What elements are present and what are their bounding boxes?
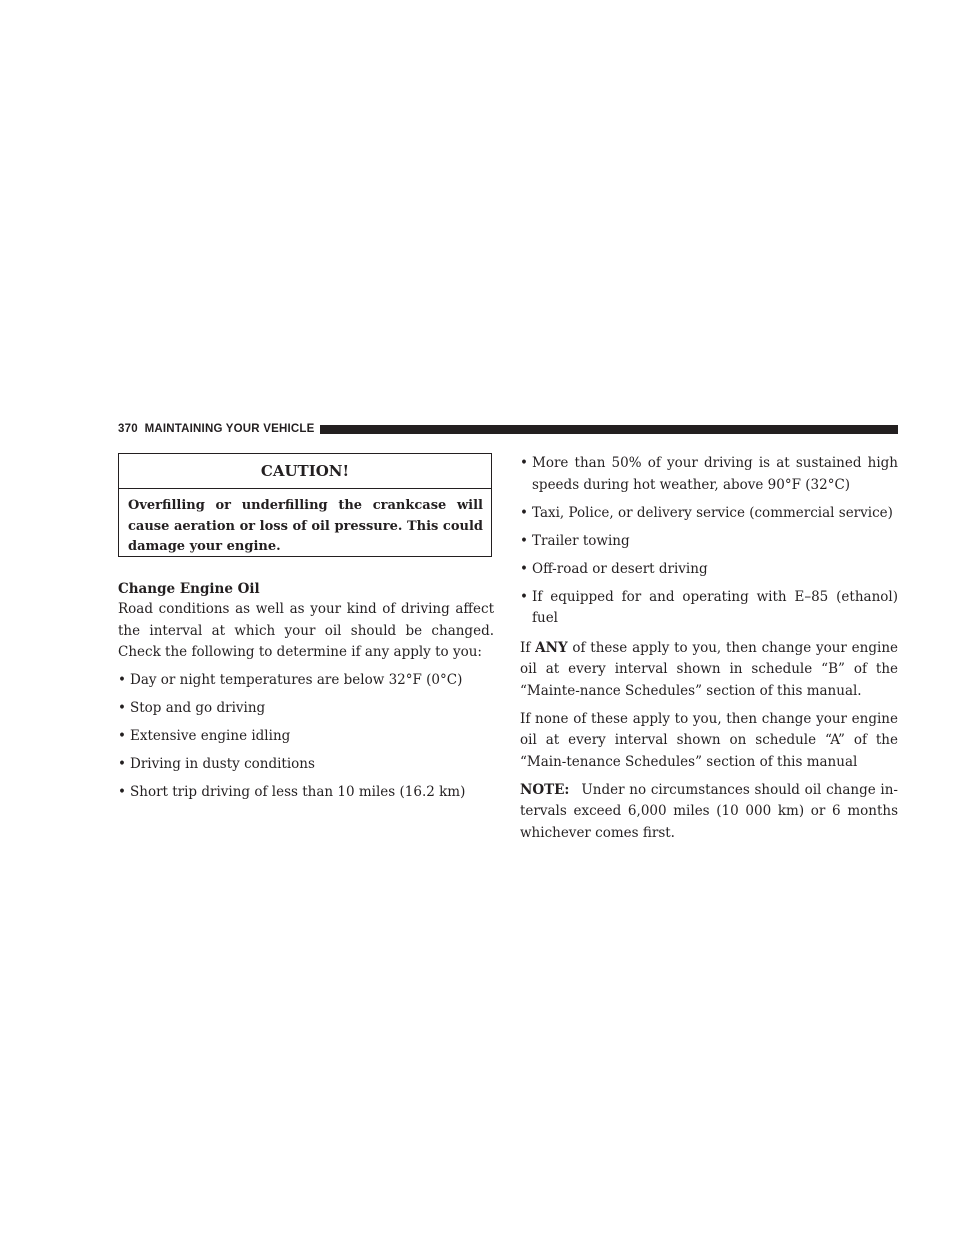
bullet-icon: •: [118, 728, 126, 744]
caution-box: [118, 453, 492, 557]
list-item-text: Extensive engine idling: [130, 728, 291, 744]
schedule-a-paragraph: If none of these apply to you, then change your engine oil at every interval shown on schedule “A” of the “Main-tenance Schedules” section of this manual: [520, 710, 898, 770]
page-header: [118, 421, 898, 437]
caution-text: Overfilling or underfilling the crankcase will cause aeration or loss of oil pressure. This could damage your engine.: [128, 498, 483, 554]
bullet-icon: •: [520, 455, 528, 471]
bullet-icon: •: [520, 532, 528, 549]
page-number: 370: [118, 423, 138, 435]
list-item-text: Driving in dusty conditions: [130, 756, 315, 772]
right-column: [520, 453, 898, 844]
list-item-text: Off-road or desert driving: [532, 560, 708, 577]
list-item: [118, 670, 494, 692]
note-text: Under no circumstances should oil change in-tervals exceed 6,000 miles (10 000 km) or 6 months whichever comes first.: [520, 781, 898, 841]
schedule-b-paragraph: [520, 638, 898, 703]
bullet-icon: •: [520, 504, 528, 521]
list-item: [520, 453, 898, 496]
list-item: [118, 726, 494, 748]
list-item: [520, 503, 898, 525]
list-item: [118, 782, 494, 804]
conditions-list-left: [118, 670, 494, 804]
bullet-icon: •: [520, 588, 528, 605]
left-column: [118, 453, 494, 804]
list-item-text: Short trip driving of less than 10 miles (16.2 km): [130, 784, 466, 800]
page-header-text: [118, 423, 314, 435]
note-label: NOTE:: [520, 781, 570, 798]
section-heading-change-engine-oil: Change Engine Oil: [118, 581, 260, 597]
bullet-icon: •: [118, 784, 126, 800]
intro-paragraph: Road conditions as well as your kind of driving affect the interval at which your oil should be changed. Check the following to determine if any apply to you:: [118, 601, 494, 660]
list-item: [118, 754, 494, 776]
bullet-icon: •: [118, 700, 126, 716]
bullet-icon: •: [118, 672, 126, 688]
bullet-icon: •: [520, 560, 528, 577]
conditions-list-right: [520, 453, 898, 630]
caution-title: CAUTION!: [119, 454, 491, 489]
list-item-text: Taxi, Police, or delivery service (commercial service): [532, 504, 893, 521]
list-item-text: If equipped for and operating with E–85 (ethanol) fuel: [532, 588, 898, 626]
list-item: [520, 531, 898, 553]
schedule-b-prefix: If: [520, 639, 536, 656]
header-rule: [320, 425, 898, 434]
list-item: [118, 698, 494, 720]
list-item: [520, 559, 898, 581]
note-paragraph: [520, 780, 898, 845]
list-item-text: Day or night temperatures are below 32°F (0°C): [130, 672, 463, 688]
bullet-icon: •: [118, 756, 126, 772]
list-item-text: Stop and go driving: [130, 700, 266, 716]
section-title: MAINTAINING YOUR VEHICLE: [144, 423, 315, 435]
list-item: [520, 587, 898, 630]
schedule-b-emphasis: ANY: [535, 639, 568, 656]
schedule-b-text: of these apply to you, then change your engine oil at every interval shown in schedule “B” of the “Mainte-nance Schedules” section of this manual.: [520, 639, 898, 699]
list-item-text: Trailer towing: [532, 532, 630, 549]
list-item-text: More than 50% of your driving is at sustained high speeds during hot weather, above 90°F (32°C): [532, 455, 898, 493]
